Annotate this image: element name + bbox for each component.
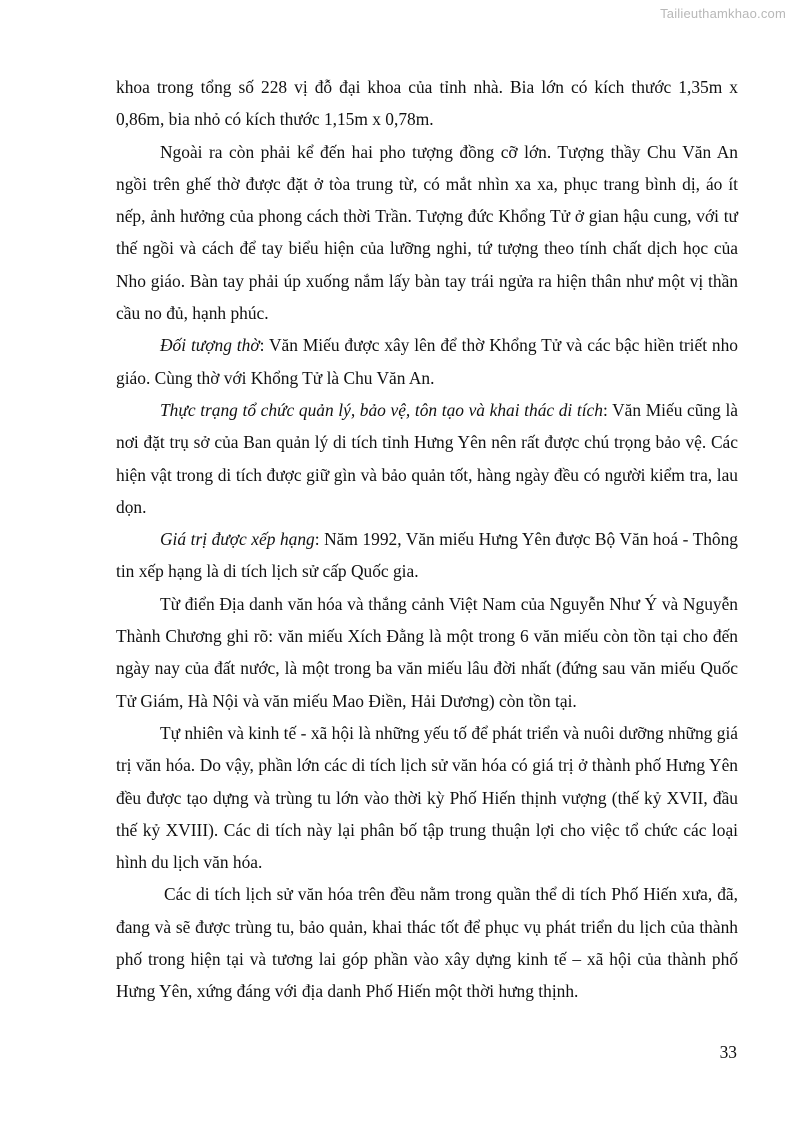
ranking-value-label: Giá trị được xếp hạng bbox=[160, 529, 315, 550]
paragraph-bronze-statues: Ngoài ra còn phải kể đến hai pho tượng đồng cỡ lớn. Tượng thầy Chu Văn An ngồi trên ghế thờ được đặt ở tòa trung từ, có mắt nhìn xa xa, phục trang bình dị, áo ít nếp, ảnh hưởng của phong cách thời Trần. Tượng đức Khổng Tử ở gian hậu cung, với tư thế ngồi và cách để tay biểu hiện của lưỡng nghi, tứ tượng theo tính chất dịch học của Nho giáo. Bàn tay phải úp xuống nắm lấy bàn tay trái ngửa ra hiện thân như một vị thần cầu no đủ, hạnh phúc. bbox=[116, 141, 738, 324]
management-status-text: : Văn Miếu cũng là nơi đặt trụ sở của Ban quản lý di tích tỉnh Hưng Yên nên rất được chú trọng bảo vệ. Các hiện vật trong di tích được giữ gìn và bảo quản tốt, hàng ngày đều có người kiểm tra, lau dọn. bbox=[116, 399, 738, 517]
worship-subject-label: Đối tượng thờ bbox=[160, 335, 260, 356]
paragraph-ranking-value bbox=[116, 523, 738, 588]
paragraph-dictionary-reference: Từ điển Địa danh văn hóa và thắng cảnh Việt Nam của Nguyễn Như Ý và Nguyễn Thành Chương ghi rõ: văn miếu Xích Đằng là một trong 6 văn miếu còn tồn tại cho đến ngày nay của đất nước, là một trong ba văn miếu lâu đời nhất (đứng sau văn miếu Quốc Tử Giám, Hà Nội và văn miếu Mao Điền, Hải Dương) còn tồn tại. bbox=[116, 593, 738, 711]
watermark-text: Tailieuthamkhao.com bbox=[660, 6, 786, 21]
paragraph-pho-hien-relics: Các di tích lịch sử văn hóa trên đều nằm trong quần thể di tích Phố Hiến xưa, đã, đang và sẽ được trùng tu, bảo quản, khai thác tốt để phục vụ phát triển du lịch của thành phố trong hiện tại và tương lai góp phần vào xây dựng kinh tế – xã hội của thành phố Hưng Yên, xứng đáng với địa danh Phố Hiến một thời hưng thịnh. bbox=[116, 884, 738, 1002]
paragraph-nature-economy: Tự nhiên và kinh tế - xã hội là những yếu tố để phát triển và nuôi dưỡng những giá trị văn hóa. Do vậy, phần lớn các di tích lịch sử văn hóa có giá trị ở thành phố Hưng Yên đều được tạo dựng và trùng tu lớn vào thời kỳ Phố Hiến thịnh vượng (thế kỷ XVII, đầu thế kỷ XVIII). Các di tích này lại phân bố tập trung thuận lợi cho việc tổ chức các loại hình du lịch văn hóa. bbox=[116, 722, 738, 873]
page-number: 33 bbox=[719, 1042, 737, 1062]
document-body bbox=[116, 71, 738, 1008]
paragraph-bia-size: khoa trong tổng số 228 vị đỗ đại khoa của tỉnh nhà. Bia lớn có kích thước 1,35m x 0,86m, bia nhỏ có kích thước 1,15m x 0,78m. bbox=[116, 77, 738, 130]
management-status-label: Thực trạng tổ chức quản lý, bảo vệ, tôn tạo và khai thác di tích bbox=[160, 399, 603, 420]
worship-subject-text: : Văn Miếu được xây lên để thờ Khổng Tử và các bậc hiền triết nho giáo. Cùng thờ với Khổng Tử là Chu Văn An. bbox=[116, 335, 738, 388]
paragraph-worship-subject bbox=[116, 329, 738, 394]
ranking-value-text: : Năm 1992, Văn miếu Hưng Yên được Bộ Văn hoá - Thông tin xếp hạng là di tích lịch sử cấp Quốc gia. bbox=[116, 529, 738, 582]
paragraph-management-status bbox=[116, 394, 738, 523]
